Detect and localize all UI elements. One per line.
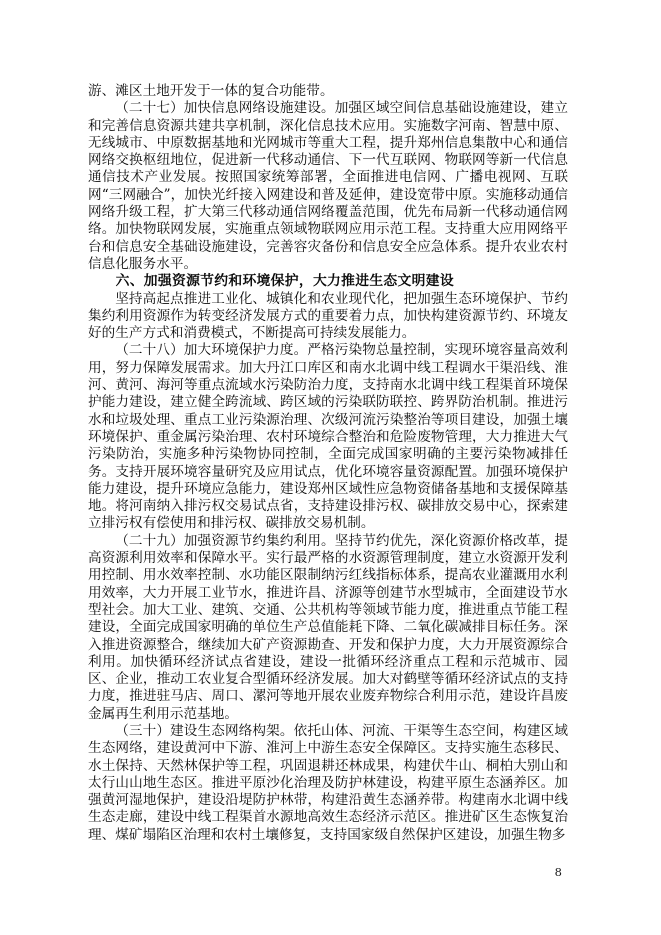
paragraph-chapter-intro: 坚持高起点推进工业化、城镇化和农业现代化，把加强生态环境保护、节约集约利用资源作为转变经济发展方式的重要着力点，加快构建资源节约、环境友好的生产方式和消费模式，不断提高可持续发展能力。 bbox=[88, 290, 568, 342]
paragraph-section-30: （三十）建设生态网络构架。依托山体、河流、干渠等生态空间，构建区域生态网络，建设黄河中下游、淮河上中游生态安全保障区。支持实施生态移民、水土保持、天然林保护等工程，巩固退耕还林成果，构建伏牛山、桐柏大别山和太行山山地生态区。推进平原沙化治理及防护林建设，构建平原生态涵养区。加强黄河湿地保护，建设沿堤防护林带，构建沿黄生态涵养带。构建南水北调中线生态走廊，建设中线工程渠首水源地高效生态经济示范区。推进矿区生态恢复治理、煤矿塌陷区治理和农村土壤修复，支持国家级自然保护区建设，加强生物多 bbox=[88, 722, 568, 843]
paragraph-section-28: （二十八）加大环境保护力度。严格污染物总量控制，实现环境容量高效利用，努力保障发展需求。加大丹江口库区和南水北调中线工程调水干渠沿线、淮河、黄河、海河等重点流域水污染防治力度，支持南水北调中线工程渠首环境保护能力建设，建立健全跨流域、跨区域的污染联防联控、跨界防治机制。推进污水和垃圾处理、重点工业污染源治理、次级河流污染整治等项目建设，加强土壤环境保护、重金属污染治理、农村环境综合整治和危险废物管理，大力推进大气污染防治，实施多种污染物协同控制，全面完成国家明确的主要污染物减排任务。支持开展环境容量研究及应用试点，优化环境容量资源配置。加强环境保护能力建设，提升环境应急能力，建设郑州区域性应急物资储备基地和支援保障基地。将河南纳入排污权交易试点省，支持建设排污权、碳排放交易中心，探索建立排污权有偿使用和排污权、碳排放交易机制。 bbox=[88, 342, 568, 532]
page-number: 8 bbox=[554, 865, 562, 879]
paragraph-section-27: （二十七）加快信息网络设施建设。加强区域空间信息基础设施建设，建立和完善信息资源共建共享机制，深化信息技术应用。实施数字河南、智慧中原、无线城市、中原数据基地和光网城市等重大工程，提升郑州信息集散中心和通信网络交换枢纽地位，促进新一代移动通信、下一代互联网、物联网等新一代信息通信技术产业发展。按照国家统筹部署，全面推进电信网、广播电视网、互联网“三网融合”，加快光纤接入网建设和普及延伸，建设宽带中原。实施移动通信网络升级工程，扩大第三代移动通信网络覆盖范围，优先布局新一代移动通信网络。加快物联网发展，实施重点领域物联网应用示范工程。支持重大应用网络平台和信息安全基础设施建设，完善容灾备份和信息安全应急体系。提升农业农村信息化服务水平。 bbox=[88, 100, 568, 272]
paragraph-section-29: （二十九）加强资源节约集约利用。坚持节约优先，深化资源价格改革，提高资源利用效率和保障水平。实行最严格的水资源管理制度，建立水资源开发利用控制、用水效率控制、水功能区限制纳污红线指标体系，提高农业灌溉用水利用效率，大力开展工业节水，推进许昌、济源等创建节水型城市，全面建设节水型社会。加大工业、建筑、交通、公共机构等领域节能力度，推进重点节能工程建设，全面完成国家明确的单位生产总值能耗下降、二氧化碳减排目标任务。深入推进资源整合，继续加大矿产资源勘查、开发和保护力度，大力开展资源综合利用。加快循环经济试点省建设，建设一批循环经济重点工程和示范城市、园区、企业，推动工农业复合型循环经济发展。加大对鹤壁等循环经济试点的支持力度，推进驻马店、周口、漯河等地开展农业废弃物综合利用示范，建设许昌废金属再生利用示范基地。 bbox=[88, 532, 568, 722]
chapter-heading: 六、加强资源节约和环境保护，大力推进生态文明建设 bbox=[115, 273, 454, 290]
document-body bbox=[88, 83, 568, 844]
paragraph-continuation: 游、滩区土地开发于一体的复合功能带。 bbox=[88, 83, 334, 99]
